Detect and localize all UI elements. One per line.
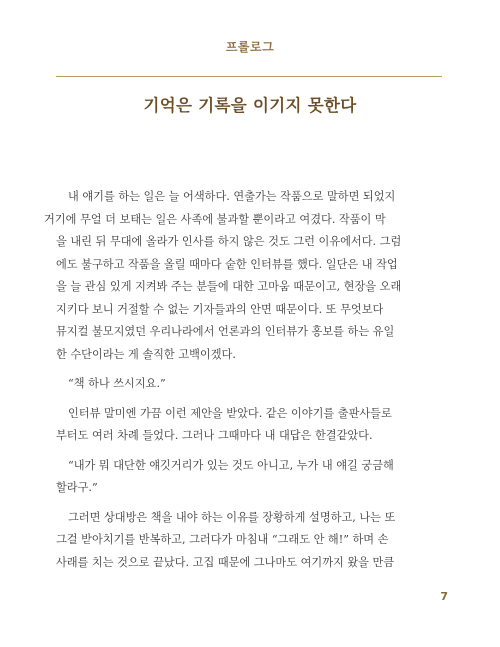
chapter-header: 프롤로그	[225, 40, 275, 54]
text-line: 그러면 상대방은 책을 내야 하는 이유를 장황하게 설명하고, 나는 또	[68, 510, 396, 524]
body-text	[44, 186, 442, 581]
text-line: 을 내린 뒤 무대에 올라가 인사를 하지 않은 것도 그런 이유에서다. 그럼	[56, 235, 402, 248]
paragraph	[56, 403, 442, 448]
page-title: 기억은 기록을 이기지 못한다	[143, 96, 357, 115]
text-line: 거기에 무얼 더 보태는 일은 사족에 불과할 뿐이라고 여겼다. 작품이 막	[44, 212, 386, 226]
text-line: 을 늘 관심 있게 지켜봐 주는 분들에 대한 고마움 때문이고, 현장을 오래	[56, 280, 402, 293]
paragraph	[56, 373, 442, 396]
text-line: 지키다 보니 거절할 수 없는 기자들과의 안면 때문이다. 또 무엇보다	[56, 302, 384, 316]
page-number: 7	[440, 590, 448, 603]
paragraph	[56, 455, 442, 500]
text-line: 한 수단이라는 게 솔직한 고백이겠다.	[56, 347, 236, 361]
paragraph	[56, 507, 442, 575]
text-line: 할라구.”	[56, 481, 98, 494]
text-line: 내 얘기를 하는 일은 늘 어색하다. 연출가는 작품으로 말하면 되었지	[68, 190, 396, 203]
text-line: 에도 불구하고 작품을 올릴 때마다 숱한 인터뷰를 했다. 일단은 내 작업	[56, 257, 398, 271]
text-line: 인터뷰 말미엔 가끔 이런 제안을 받았다. 같은 이야기를 출판사들로	[68, 406, 392, 420]
text-line: “내가 뭐 대단한 얘깃거리가 있는 것도 아니고, 누가 내 얘길 궁금해	[68, 458, 394, 472]
header-divider	[56, 76, 442, 77]
paragraph	[44, 186, 442, 366]
text-line: 사래를 치는 것으로 끝났다. 고집 때문에 그나마도 여기까지 왔을 만큼	[56, 555, 395, 569]
text-line: “책 하나 쓰시지요.”	[68, 377, 166, 390]
text-line: 부터도 여러 차례 들었다. 그러나 그때마다 내 대답은 한결같았다.	[56, 429, 373, 442]
text-line: 뮤지컬 불모지였던 우리나라에서 언론과의 인터뷰가 홍보를 하는 유일	[56, 325, 395, 338]
text-line: 그걸 받아치기를 반복하고, 그러다가 마침내 “그래도 안 해!” 하며 손	[56, 533, 389, 546]
